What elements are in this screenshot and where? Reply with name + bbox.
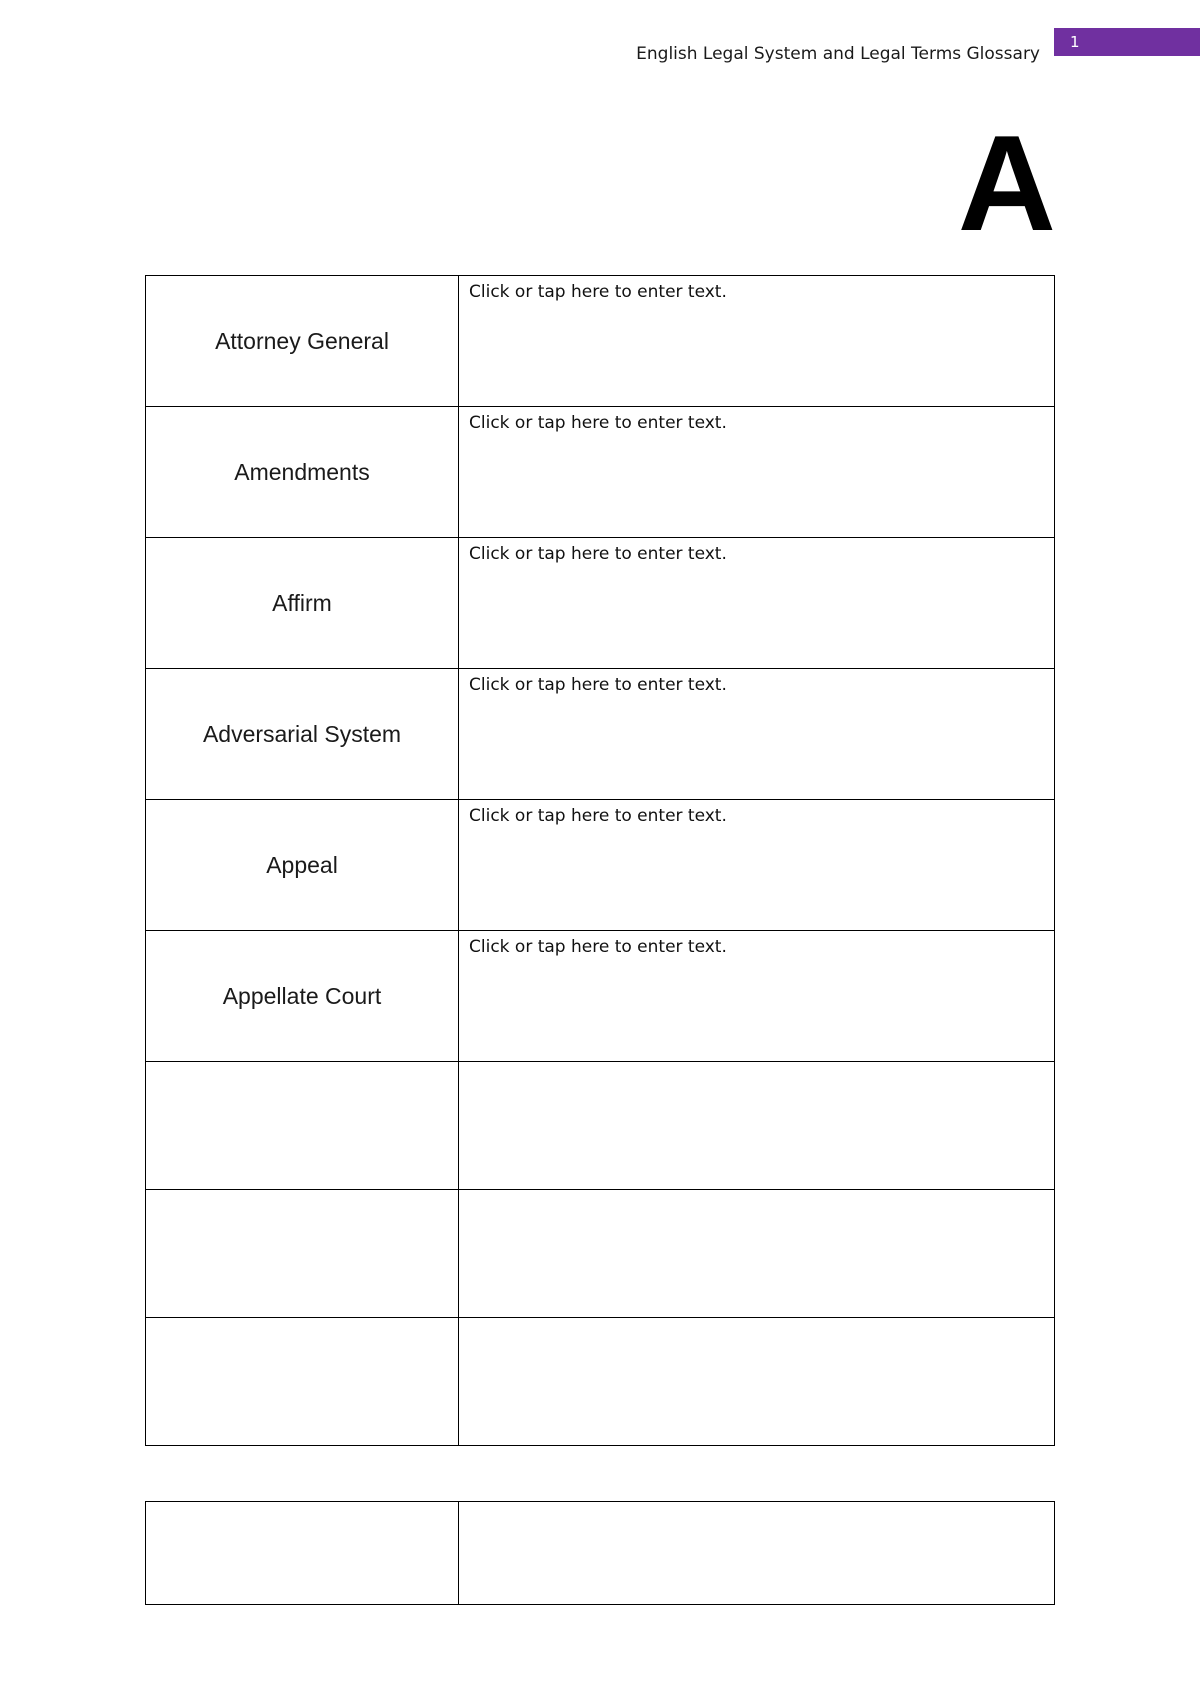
term-cell-empty[interactable] [146,1062,459,1190]
glossary-row-empty [146,1502,1055,1605]
term-cell: Attorney General [146,276,459,407]
definition-field[interactable]: Click or tap here to enter text. [459,538,1055,669]
glossary-row [146,931,1055,1062]
definition-field-empty[interactable] [459,1190,1055,1318]
definition-field[interactable]: Click or tap here to enter text. [459,931,1055,1062]
glossary-row [146,800,1055,931]
glossary-row [146,407,1055,538]
term-cell: Adversarial System [146,669,459,800]
definition-field[interactable]: Click or tap here to enter text. [459,669,1055,800]
term-cell-empty[interactable] [146,1190,459,1318]
definition-field[interactable]: Click or tap here to enter text. [459,800,1055,931]
glossary-row-empty [146,1062,1055,1190]
term-cell: Affirm [146,538,459,669]
term-cell: Appeal [146,800,459,931]
document-header-title: English Legal System and Legal Terms Glossary [636,44,1040,64]
glossary-row [146,669,1055,800]
glossary-row-empty [146,1190,1055,1318]
term-cell-empty[interactable] [146,1502,459,1605]
section-letter-heading: A [957,107,1056,259]
definition-field-empty[interactable] [459,1502,1055,1605]
glossary-row [146,538,1055,669]
glossary-row-empty [146,1318,1055,1446]
glossary-table [145,275,1055,1446]
definition-field[interactable]: Click or tap here to enter text. [459,276,1055,407]
term-cell-empty[interactable] [146,1318,459,1446]
definition-field-empty[interactable] [459,1318,1055,1446]
glossary-table-continued [145,1501,1055,1605]
term-cell: Amendments [146,407,459,538]
page-number-badge: 1 [1054,28,1200,56]
term-cell: Appellate Court [146,931,459,1062]
definition-field[interactable]: Click or tap here to enter text. [459,407,1055,538]
glossary-row [146,276,1055,407]
definition-field-empty[interactable] [459,1062,1055,1190]
